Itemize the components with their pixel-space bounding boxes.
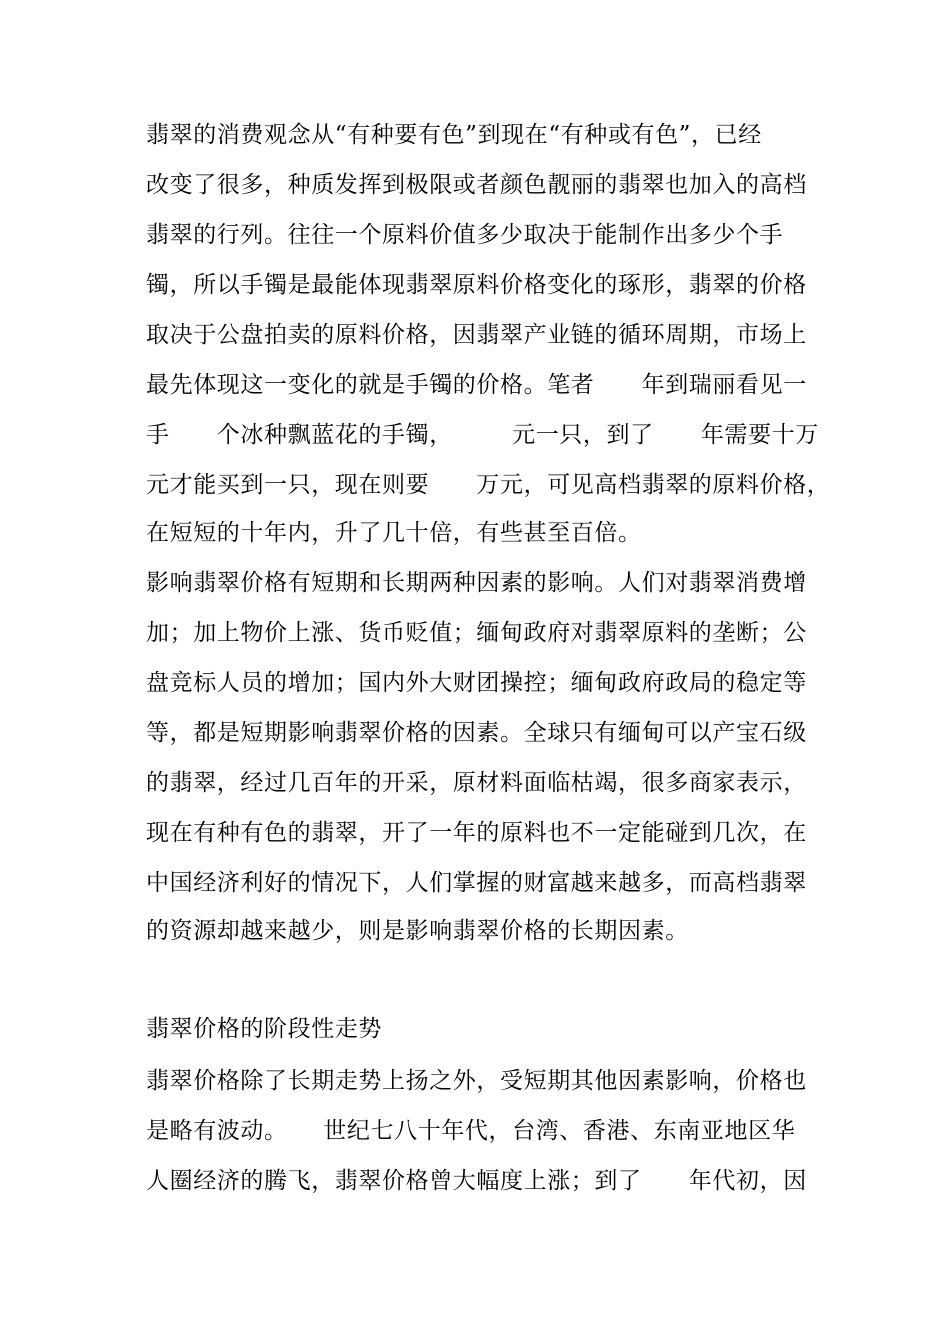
paragraph-line: 改变了很多，种质发挥到极限或者颜色靓丽的翡翠也加入的高档 (146, 172, 807, 198)
paragraph-line: 人圈经济的腾飞，翡翠价格曾大幅度上涨；到了 年代初，因 (146, 1168, 807, 1194)
paragraph-line: 手 个冰种飘蓝花的手镯， 元一只，到了 年需要十万 (146, 422, 819, 448)
paragraph-line: 现在有种有色的翡翠，开了一年的原料也不一定能碰到几次，在 (146, 820, 807, 846)
paragraph-line: 等，都是短期影响翡翠价格的因素。全球只有缅甸可以产宝石级 (146, 720, 807, 746)
paragraph-line: 翡翠价格除了长期走势上扬之外，受短期其他因素影响，价格也 (146, 1068, 807, 1094)
paragraph-line: 镯，所以手镯是最能体现翡翠原料价格变化的琢形，翡翠的价格 (146, 272, 807, 298)
paragraph-line: 翡翠的行列。往往一个原料价值多少取决于能制作出多少个手 (146, 222, 784, 248)
paragraph-line: 加；加上物价上涨、货币贬值；缅甸政府对翡翠原料的垄断；公 (146, 620, 807, 646)
paragraph-line: 盘竞标人员的增加；国内外大财团操控；缅甸政府政局的稳定等 (146, 670, 807, 696)
section-heading: 翡翠价格的阶段性走势 (146, 1016, 382, 1042)
paragraph-line: 影响翡翠价格有短期和长期两种因素的影响。人们对翡翠消费增 (146, 570, 807, 596)
paragraph-line: 取决于公盘拍卖的原料价格，因翡翠产业链的循环周期，市场上 (146, 322, 807, 348)
paragraph-line: 中国经济利好的情况下，人们掌握的财富越来越多，而高档翡翠 (146, 870, 807, 896)
paragraph-line: 是略有波动。 世纪七八十年代，台湾、香港、东南亚地区华 (146, 1118, 796, 1144)
paragraph-line: 最先体现这一变化的就是手镯的价格。笔者 年到瑞丽看见一 (146, 372, 807, 398)
paragraph-line: 的资源却越来越少，则是影响翡翠价格的长期因素。 (146, 918, 689, 944)
paragraph-line: 翡翠的消费观念从“有种要有色”到现在“有种或有色”，已经 (146, 122, 762, 148)
paragraph-line: 的翡翠，经过几百年的开采，原材料面临枯竭，很多商家表示， (146, 770, 807, 796)
paragraph-line: 在短短的十年内，升了几十倍，有些甚至百倍。 (146, 520, 642, 546)
paragraph-line: 元才能买到一只，现在则要 万元，可见高档翡翠的原料价格， (146, 472, 831, 498)
